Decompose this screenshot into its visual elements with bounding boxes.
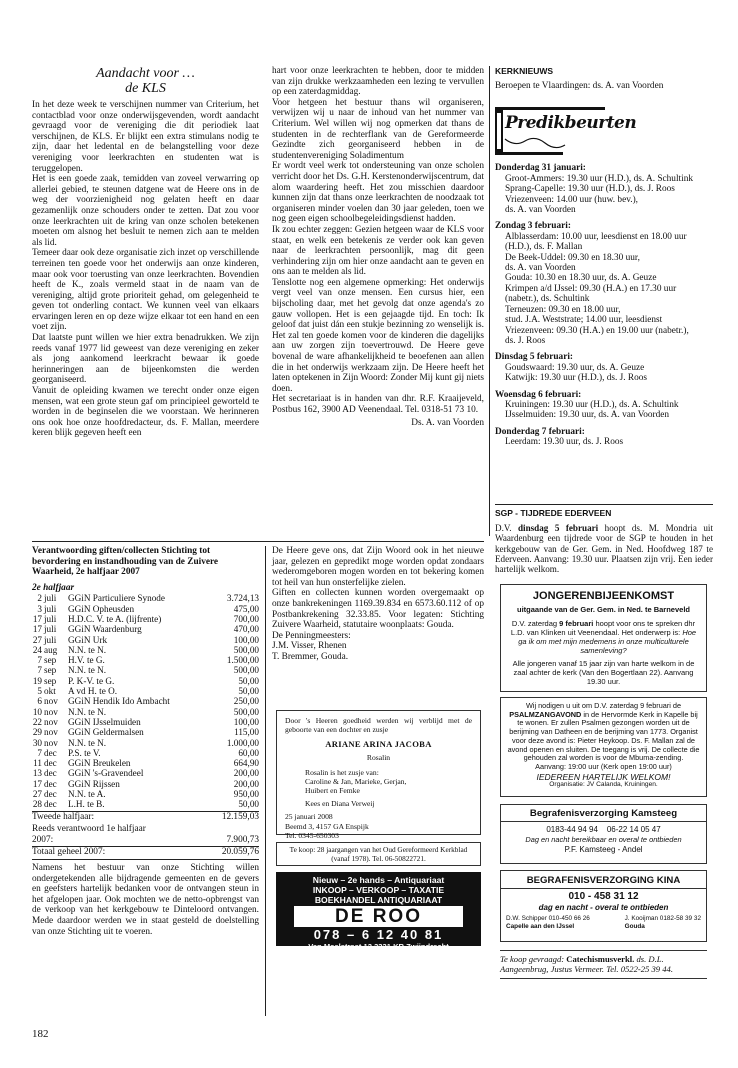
gift-amount: 475,00 xyxy=(233,603,259,614)
kamsteeg-phones: 0183-44 94 94 06-22 14 05 47 xyxy=(546,825,661,834)
psalm-welkom: IEDEREEN HARTELIJK WELKOM! xyxy=(536,771,671,782)
gift-amount: 1.500,00 xyxy=(226,655,259,666)
deroo-line2: INKOOP – VERKOOP – TAXATIE xyxy=(312,885,445,895)
kina-contacts xyxy=(506,915,701,931)
gift-month: nov xyxy=(44,737,58,748)
sgp-divider-top xyxy=(495,504,713,505)
gift-amount: 60,00 xyxy=(238,747,259,758)
gift-amount: 700,00 xyxy=(233,613,259,624)
gift-month: dec xyxy=(44,778,57,789)
service-day-heading: Zondag 3 februari: xyxy=(495,221,571,232)
gift-row xyxy=(32,768,259,778)
service-day xyxy=(495,390,713,421)
gift-month: sep xyxy=(44,665,57,676)
gift-month: juli xyxy=(44,624,57,635)
giften-heading: Verantwoording giften/collecten Stichting tot bevordering en instandhouding van de Zuivere Waarheid, 2e halfjaar 2007 xyxy=(32,546,219,578)
gift-day: 17 xyxy=(32,613,42,624)
gift-row xyxy=(32,779,259,789)
gift-month: juli xyxy=(44,613,57,624)
tweede-halfjaar-row: Tweede halfjaar: 12.159,03 xyxy=(32,811,259,822)
article-paragraph: Tenslotte nog een algemene opmerking: Het onderwijs vergt veel van onze mensen. Een cursus hier, een bijscholing daar, met het gevolg dat onze agenda's zo gauw vollopen. Het is een gejaagde tijd. En toch: Ik geloof dat juist dán een stukje bezinning zo wenselijk is. Het zal ten goede komen voor de kinderen die dagelijks aan uw zorgen zijn toevertrouwd. De Heere geve bovenal de ware afhankelijkheid te beoefenen aan allen die in het onderwijs werkzaam zijn. De Heere heeft het laten optekenen in Zijn Woord: Zonder Mij kunt gij niets doen. xyxy=(272,277,484,394)
gift-day: 28 xyxy=(32,799,42,810)
gift-amount: 950,00 xyxy=(233,789,259,800)
section-divider xyxy=(32,541,484,542)
gift-amount: 500,00 xyxy=(233,644,259,655)
gift-month: nov xyxy=(44,727,58,738)
gift-month: juli xyxy=(44,593,57,604)
gift-month: nov xyxy=(44,696,58,707)
kina-contact-line: D.W. Schipper 010-450 66 26 xyxy=(506,915,590,922)
service-day xyxy=(495,352,713,383)
gift-day: 7 xyxy=(37,655,42,666)
gift-day: 11 xyxy=(33,758,42,769)
gift-day: 22 xyxy=(32,716,42,727)
sgp-heading: SGP - TIJDREDE EDERVEEN xyxy=(495,508,612,518)
gift-row xyxy=(32,727,259,737)
service-day xyxy=(495,427,713,448)
gift-day: 17 xyxy=(32,778,42,789)
gift-donor: GGiN Hendik Ido Ambacht xyxy=(68,696,170,707)
service-line: Sprang-Capelle: 19.30 uur (H.D.), ds. J. Roos xyxy=(505,184,675,195)
giften-column xyxy=(32,546,259,937)
gift-day: 10 xyxy=(32,706,42,717)
jongeren-subtitle: uitgaande van de Ger. Gem. in Ned. te Barneveld xyxy=(517,605,690,614)
gift-day: 30 xyxy=(32,737,42,748)
service-line: Kruiningen: 19.30 uur (H.D.), ds. A. Schultink xyxy=(505,399,679,410)
gift-day: 7 xyxy=(37,747,42,758)
page-number: 182 xyxy=(32,1028,49,1040)
service-line: ds. J. Roos xyxy=(505,335,546,346)
article-paragraph: Het secretariaat is in handen van dhr. R.F. Kraaijeveld, Postbus 162, 3900 AD Veenendaal. Tel. 0318-51 73 10. xyxy=(272,394,484,415)
article-paragraph: Temeer daar ook deze organisatie zich inzet op verschillende terreinen ten goede voor het onderwijs aan onze kinderen, maar ook voor toerusting van onze leerkrachten. Bovendien heeft de K., zoals vermeld staat in de naam van de vereniging, altijd grote prioriteit gehad, om gelegenheid te geven tot onderling contact. We kunnen veel van elkaars ervaringen leren en op deze wijze elkaar tot een hand en een voet zijn. xyxy=(32,248,259,333)
gift-amount: 664,90 xyxy=(233,758,259,769)
article-title: Aandacht voor … de KLS xyxy=(96,66,195,96)
kamsteeg-advert xyxy=(500,804,707,864)
gift-donor: A vd H. te O. xyxy=(68,686,117,697)
gift-day: 17 xyxy=(32,624,42,635)
giften-table xyxy=(32,593,259,809)
gift-month: okt xyxy=(44,686,56,697)
gift-donor: P.S. te V. xyxy=(68,747,101,758)
gift-day: 27 xyxy=(32,789,42,800)
gift-donor: N.N. te N. xyxy=(68,665,107,676)
penningmeester-name: J.M. Visser, Rhenen xyxy=(272,641,347,652)
service-day xyxy=(495,163,713,215)
psalmzangavond-advert xyxy=(500,697,707,797)
gift-month: dec xyxy=(44,768,57,779)
birth-address xyxy=(285,812,472,840)
jongeren-footer: Alle jongeren vanaf 15 jaar zijn van harte welkom in de zaal achter de kerk (Van den Bogertlaan 22). Aanvang 19.30 uur. xyxy=(512,659,695,686)
gift-amount: 500,00 xyxy=(233,665,259,676)
article-paragraph: hart voor onze leerkrachten te hebben, door te midden van zijn drukke werkzaamheden een lezing te vervullen op een zaterdagmiddag. xyxy=(272,66,484,98)
aandacht-continued-column xyxy=(272,66,484,428)
gift-month: nov xyxy=(44,716,58,727)
kina-contact-place: Capelle aan den IJssel xyxy=(506,923,575,930)
article-paragraph: Dat laatste punt willen we hier extra benadrukken. We zijn reeds vanaf 1977 lid geweest van deze vereniging en zeker als jong aankomend leerkracht bewaar ik goede herinneringen aan de bijeenkomsten die werden georganiseerd. xyxy=(32,333,259,386)
sgp-text: D.V. dinsdag 5 februari hoopt ds. M. Mondria uit Waardenburg een tijdrede voor de SGP te houden in het kerkgebouw van de Ger. Gem. in Ned. Hoofdweg 187 te Ederveen. Aanvang: 19.30 uur. Plaatsen zijn vrij. Een ieder hartelijk welkom. xyxy=(495,523,713,575)
gift-row xyxy=(32,655,259,665)
gift-donor: GGiN 's-Gravendeel xyxy=(68,768,144,779)
gift-donor: L.H. te B. xyxy=(68,799,105,810)
gift-amount: 200,00 xyxy=(233,778,259,789)
gift-amount: 100,00 xyxy=(233,716,259,727)
gift-month: sep xyxy=(44,675,57,686)
gift-day: 29 xyxy=(32,727,42,738)
gift-amount: 50,00 xyxy=(238,686,259,697)
gift-row xyxy=(32,696,259,706)
beroepen-line: Beroepen te Vlaardingen: ds. A. van Voorden xyxy=(495,81,664,91)
gift-amount: 3.724,13 xyxy=(226,593,259,604)
gift-row xyxy=(32,789,259,799)
service-line: Groot-Ammers: 19.30 uur (H.D.), ds. A. Schultink xyxy=(505,173,693,184)
birth-parents: Kees en Diana Verweij xyxy=(305,798,375,808)
penningmeester-name: T. Bremmer, Gouda. xyxy=(272,651,349,662)
service-line: ds. A. van Voorden xyxy=(505,263,576,274)
gift-donor: GGiN Breukelen xyxy=(68,758,131,769)
service-line: Leerdam: 19.30 uur, ds. J. Roos xyxy=(505,437,624,448)
service-line: ds. A. van Voorden xyxy=(505,205,576,216)
kina-title: BEGRAFENISVERZORGING KINA xyxy=(501,875,706,889)
gift-donor: P. K-V. te G. xyxy=(68,675,115,686)
giften-continued xyxy=(272,546,484,663)
article-paragraph: Er wordt veel werk tot ondersteuning van onze scholen verricht door het Ds. G.H. Kerstenonderwijscentrum, dat alom waardering heeft. Het zou misschien daardoor kunnen zijn dat thans onze leerkrachten de noodzaak tot organiseren minder voelen dan 30 jaar geleden, toen we nog geen eigen schoolbegeleidingsdienst hadden. xyxy=(272,161,484,225)
giften-paragraph: Giften en collecten kunnen worden overgemaakt op onze bankrekeningen 1169.39.834 en 6573.60.112 of op Postbankrekening 32.33.85. Voor legaten: Stichting Zuivere Waarheid, statutaire woonplaats: Gouda. xyxy=(272,588,484,631)
service-line: Alblasserdam: 10.00 uur, leesdienst en 18.00 uur xyxy=(505,231,687,242)
reeds-label: Reeds verantwoord 1e halfjaar xyxy=(32,824,146,835)
gift-month: sep xyxy=(44,655,57,666)
service-day xyxy=(495,221,713,346)
birth-sibling-line: Huibert en Femke xyxy=(305,786,360,796)
gift-day: 2 xyxy=(37,593,42,604)
gift-month: dec xyxy=(44,758,57,769)
birth-sibling-intro: Rosalin is het zusje van: xyxy=(305,767,379,777)
kamsteeg-title: Begrafenisverzorging Kamsteeg xyxy=(501,809,706,822)
totaal-row: Totaal geheel 2007: 20.059,76 xyxy=(32,847,259,858)
deroo-name: DE ROO xyxy=(294,906,463,927)
gift-row xyxy=(32,758,259,768)
gift-donor: N.N. te N. xyxy=(68,737,107,748)
bottom-column-divider xyxy=(265,546,266,1016)
tekoop-advert: Te koop: 28 jaargangen van het Oud Gereformeerd Kerkblad (vanaf 1978). Tel. 06-50822721. xyxy=(276,842,481,866)
gift-donor: GGiN IJsselmuiden xyxy=(68,716,141,727)
gift-day: 7 xyxy=(37,665,42,676)
gift-row xyxy=(32,676,259,686)
predikbeurten-logo xyxy=(495,105,637,157)
article-signature: Ds. A. van Voorden xyxy=(411,417,484,428)
gift-month: aug xyxy=(44,644,58,655)
service-line: IJsselmuiden: 19.30 uur, ds. A. van Voorden xyxy=(505,410,670,421)
kamsteeg-note: Dag en nacht bereikbaar en overal te ontbieden xyxy=(525,835,682,844)
giften-paragraph: De Heere geve ons, dat Zijn Woord ook in het nieuwe jaar, gelezen en gepredikt moge worden opdat zondaars wederomgeboren mogen worden en tot bekering komen tot heil van hun onsterfelijke zielen. xyxy=(272,546,484,588)
service-line: stud. J.A. Weststrate; 14.00 uur, leesdienst xyxy=(505,315,663,326)
sgp-section xyxy=(495,508,713,574)
birth-phone: Tel. 0345-650303 xyxy=(285,831,339,841)
psalm-organisatie: Organisatie: JV Calanda, Kruiningen. xyxy=(549,781,658,789)
gift-row xyxy=(32,686,259,696)
service-line: Goudswaard: 19.30 uur, ds. A. Geuze xyxy=(505,362,645,373)
column-divider xyxy=(489,66,490,536)
gift-month: nov xyxy=(44,706,58,717)
kamsteeg-name: P.F. Kamsteeg - Andel xyxy=(564,845,643,854)
catechismus-advert: Te koop gevraagd: Catechismusverkl. ds. D.L. Aangeenbrug, Justus Vermeer. Tel. 0522-25 39 44. xyxy=(500,950,707,979)
kina-advert xyxy=(500,870,707,942)
service-day-heading: Donderdag 7 februari: xyxy=(495,426,585,437)
giften-subheading: 2e halfjaar xyxy=(32,582,75,593)
deroo-phone: 078 – 6 12 40 81 xyxy=(313,927,444,942)
service-line: Gouda: 10.30 en 18.30 uur, ds. A. Geuze xyxy=(505,273,657,284)
article-paragraph: Het is een goede zaak, temidden van zoveel verwarring op allerlei gebied, te steunen datgene wat de Heere ons in de weg der voorzienigheid nog gelaten heeft en daar gezamenlijk onze schouders onder te zetten. Dat zou voor onze leerkrachten uit de kring van onze scholen betekenen moeten om alsnog het besluit te nemen zich aan te melden als lid. xyxy=(32,174,259,248)
service-line: Terneuzen: 09.30 en 18.00 uur, xyxy=(505,304,621,315)
gift-day: 27 xyxy=(32,634,42,645)
birth-street: Beemd 3, 4157 GA Enspijk xyxy=(285,821,369,831)
gift-day: 13 xyxy=(32,768,42,779)
gift-day: 3 xyxy=(37,603,42,614)
giften-closing: Namens het bestuur van onze Stichting willen ondergetekenden alle bijdragende gemeenten en de gevers en geefsters hartelijk bedanken voor de ontvangen steun in het afgelopen jaar. Ook mochten we de netto-opbrengst van de verkoop van het kerkgebouw te Dinteloord ontvangen. Mede daardoor werden we in staat gesteld de doelstelling van onze Stichting uit te voeren. xyxy=(32,862,259,937)
birth-siblings xyxy=(305,768,472,809)
service-line: (H.D.), ds. F. Mallan xyxy=(505,242,583,253)
service-day-heading: Dinsdag 5 februari: xyxy=(495,352,573,363)
article-paragraph: Vanuit de opleiding kwamen we terecht onder onze eigen mensen, wat een grote steun gaf om principieel geworteld te worden in de beginselen die we voorstaan. We herinneren ons ook hoe onze hoofdredacteur, ds. F. Mallan, meerdere keren blijk gegeven heeft een xyxy=(32,386,259,439)
gift-month: dec xyxy=(44,747,57,758)
kina-contact-place: Gouda xyxy=(624,923,645,930)
gift-donor: GGiN Waardenburg xyxy=(68,624,142,635)
kerknieuws-column xyxy=(495,66,713,448)
gift-amount: 470,00 xyxy=(233,624,259,635)
gift-day: 19 xyxy=(32,675,42,686)
gift-row xyxy=(32,614,259,624)
birth-name: ARIANE ARINA JACOBA xyxy=(325,738,432,749)
kina-note: dag en nacht - overal te ontbieden xyxy=(538,903,669,912)
birth-sibling-line: Caroline & Jan, Marieke, Gerjan, xyxy=(305,777,407,787)
deroo-line3: BOEKHANDEL ANTIQUARIAAT xyxy=(314,895,443,905)
gift-donor: H.D.C. V. te A. (lijfrente) xyxy=(68,613,162,624)
gift-row xyxy=(32,604,259,614)
gift-donor: GGiN Urk xyxy=(68,634,108,645)
gift-donor: N.N. te A. xyxy=(68,789,106,800)
gift-month: juli xyxy=(44,634,57,645)
deroo-address: Van Meelstraat 12 3331 KR Zwijndrecht xyxy=(308,942,449,951)
gift-amount: 50,00 xyxy=(238,799,259,810)
predikbeurten-logo-text: Predikbeurten xyxy=(505,113,637,134)
service-line: Katwijk: 19.30 uur (H.D.), ds. J. Roos xyxy=(505,373,648,384)
gift-amount: 500,00 xyxy=(233,706,259,717)
gift-day: 5 xyxy=(37,686,42,697)
gift-day: 6 xyxy=(37,696,42,707)
birth-date: 25 januari 2008 xyxy=(285,812,333,822)
birth-roepnaam: Rosalin xyxy=(366,753,391,763)
service-line: Krimpen a/d IJssel: 09.30 (H.A.) en 17.30 uur xyxy=(505,283,677,294)
gift-row xyxy=(32,635,259,645)
gift-donor: N.N. te N. xyxy=(68,644,107,655)
service-line: De Beek-Uddel: 09.30 en 18.30 uur, xyxy=(505,252,640,263)
service-line: Vriezenveen: 14.00 uur (huw. bev.), xyxy=(505,194,638,205)
kina-phone: 010 - 458 31 12 xyxy=(568,891,639,902)
gift-row xyxy=(32,717,259,727)
gift-row xyxy=(32,738,259,748)
gift-row xyxy=(32,799,259,809)
deroo-advert xyxy=(276,872,481,951)
reeds-row: 2007: 7.900,73 xyxy=(32,834,259,845)
gift-donor: GGiN Opheusden xyxy=(68,603,135,614)
psalm-text: Wij nodigen u uit om D.V. zaterdag 9 februari de PSALMZANGAVOND in de Hervormde Kerk in Kapelle bij te wonen. Er zullen Psalmen gezongen worden uit de berijming van Datheen en de berijming van 1773. Organist voor deze avond is: Pieter Heykoop. Ds. F. Mallan zal de avond openen en sluiten. De toegang is vrij. De collecte die gehouden zal worden is voor de Mbuma-zending. xyxy=(507,701,700,763)
gift-month: dec xyxy=(44,799,57,810)
gift-row xyxy=(32,748,259,758)
gift-amount: 1.000,00 xyxy=(226,737,259,748)
service-day-heading: Woensdag 6 februari: xyxy=(495,389,582,400)
jongeren-title: JONGERENBIJEENKOMST xyxy=(532,590,675,602)
gift-donor: N.N. te N. xyxy=(68,706,107,717)
article-paragraph: In het deze week te verschijnen nummer van Criterium, het contactblad voor onze onderwijsgevenden, wordt aandacht gevraagd voor de vereniging die dit periodiek laat verschijnen, de KLS. Er blijkt een extra stimulans nodig te zijn, daar het ledental en de belangstelling voor deze vereniging voor leerkrachten en studenten wat is teruggelopen. xyxy=(32,100,259,174)
gift-row xyxy=(32,593,259,603)
gift-row xyxy=(32,624,259,634)
birth-announcement xyxy=(276,710,481,841)
penningmeesters: De Penningmeesters: xyxy=(272,630,351,641)
jongeren-text: D.V. zaterdag 9 februari hoopt voor ons te spreken dhr L.D. van Klinken uit Veenendaal. Het onderwerp is: Hoe ga ik om met mijn medemens in onze multiculturele samenleving? xyxy=(510,619,697,655)
gift-donor: GGiN Rijssen xyxy=(68,778,120,789)
psalm-aanvang: Aanvang: 19:00 uur (Kerk open 19:00 uur) xyxy=(535,761,672,771)
gift-amount: 200,00 xyxy=(233,768,259,779)
gift-amount: 250,00 xyxy=(233,696,259,707)
gift-day: 24 xyxy=(32,644,42,655)
gift-amount: 115,00 xyxy=(234,727,259,738)
birth-intro: Door 's Heeren goedheid werden wij verblijd met de geboorte van een dochter en zusje xyxy=(285,716,472,735)
deroo-line1: Nieuw – 2e hands – Antiquariaat xyxy=(312,875,445,885)
kina-contact-line: J. Kooijman 0182-58 39 32 xyxy=(624,915,701,922)
gift-amount: 100,00 xyxy=(233,634,259,645)
article-paragraph: Ik zou echter zeggen: Gezien hetgeen waar de KLS voor staat, en welk een betekenis ze verder ook kan geven naar de leerkrachten persoonlijk, mag dit geen verhindering zijn om hier onze aandacht aan te geven en ons aan te melden als lid. xyxy=(272,224,484,278)
service-day-heading: Donderdag 31 januari: xyxy=(495,163,586,174)
gift-row xyxy=(32,707,259,717)
gift-month: dec xyxy=(44,789,57,800)
gift-row xyxy=(32,665,259,675)
service-line: Vriezenveen: 09.30 (H.A.) en 19.00 uur (nabetr.), xyxy=(505,325,689,336)
gift-amount: 50,00 xyxy=(238,675,259,686)
gift-donor: GGiN Geldermalsen xyxy=(68,727,144,738)
gift-month: juli xyxy=(44,603,57,614)
gift-donor: H.V. te G. xyxy=(68,655,105,666)
gift-row xyxy=(32,645,259,655)
service-line: (nabetr.), ds. Schultink xyxy=(505,294,590,305)
gift-donor: GGiN Particuliere Synode xyxy=(68,593,165,604)
jongeren-advert xyxy=(500,584,707,692)
article-paragraph: Voor hetgeen het bestuur thans wil organiseren, verwijzen wij u naar de inhoud van het nummer van Criterium. Wel willen wij nog opmerken dat thans de studenten in de rechterflank van de Gereformeerde Gezindte zich georganiseerd hebben in de studentenvereniging Soladimentum xyxy=(272,97,484,161)
aandacht-column xyxy=(32,66,259,439)
kerknieuws-heading: KERKNIEUWS xyxy=(495,66,554,76)
